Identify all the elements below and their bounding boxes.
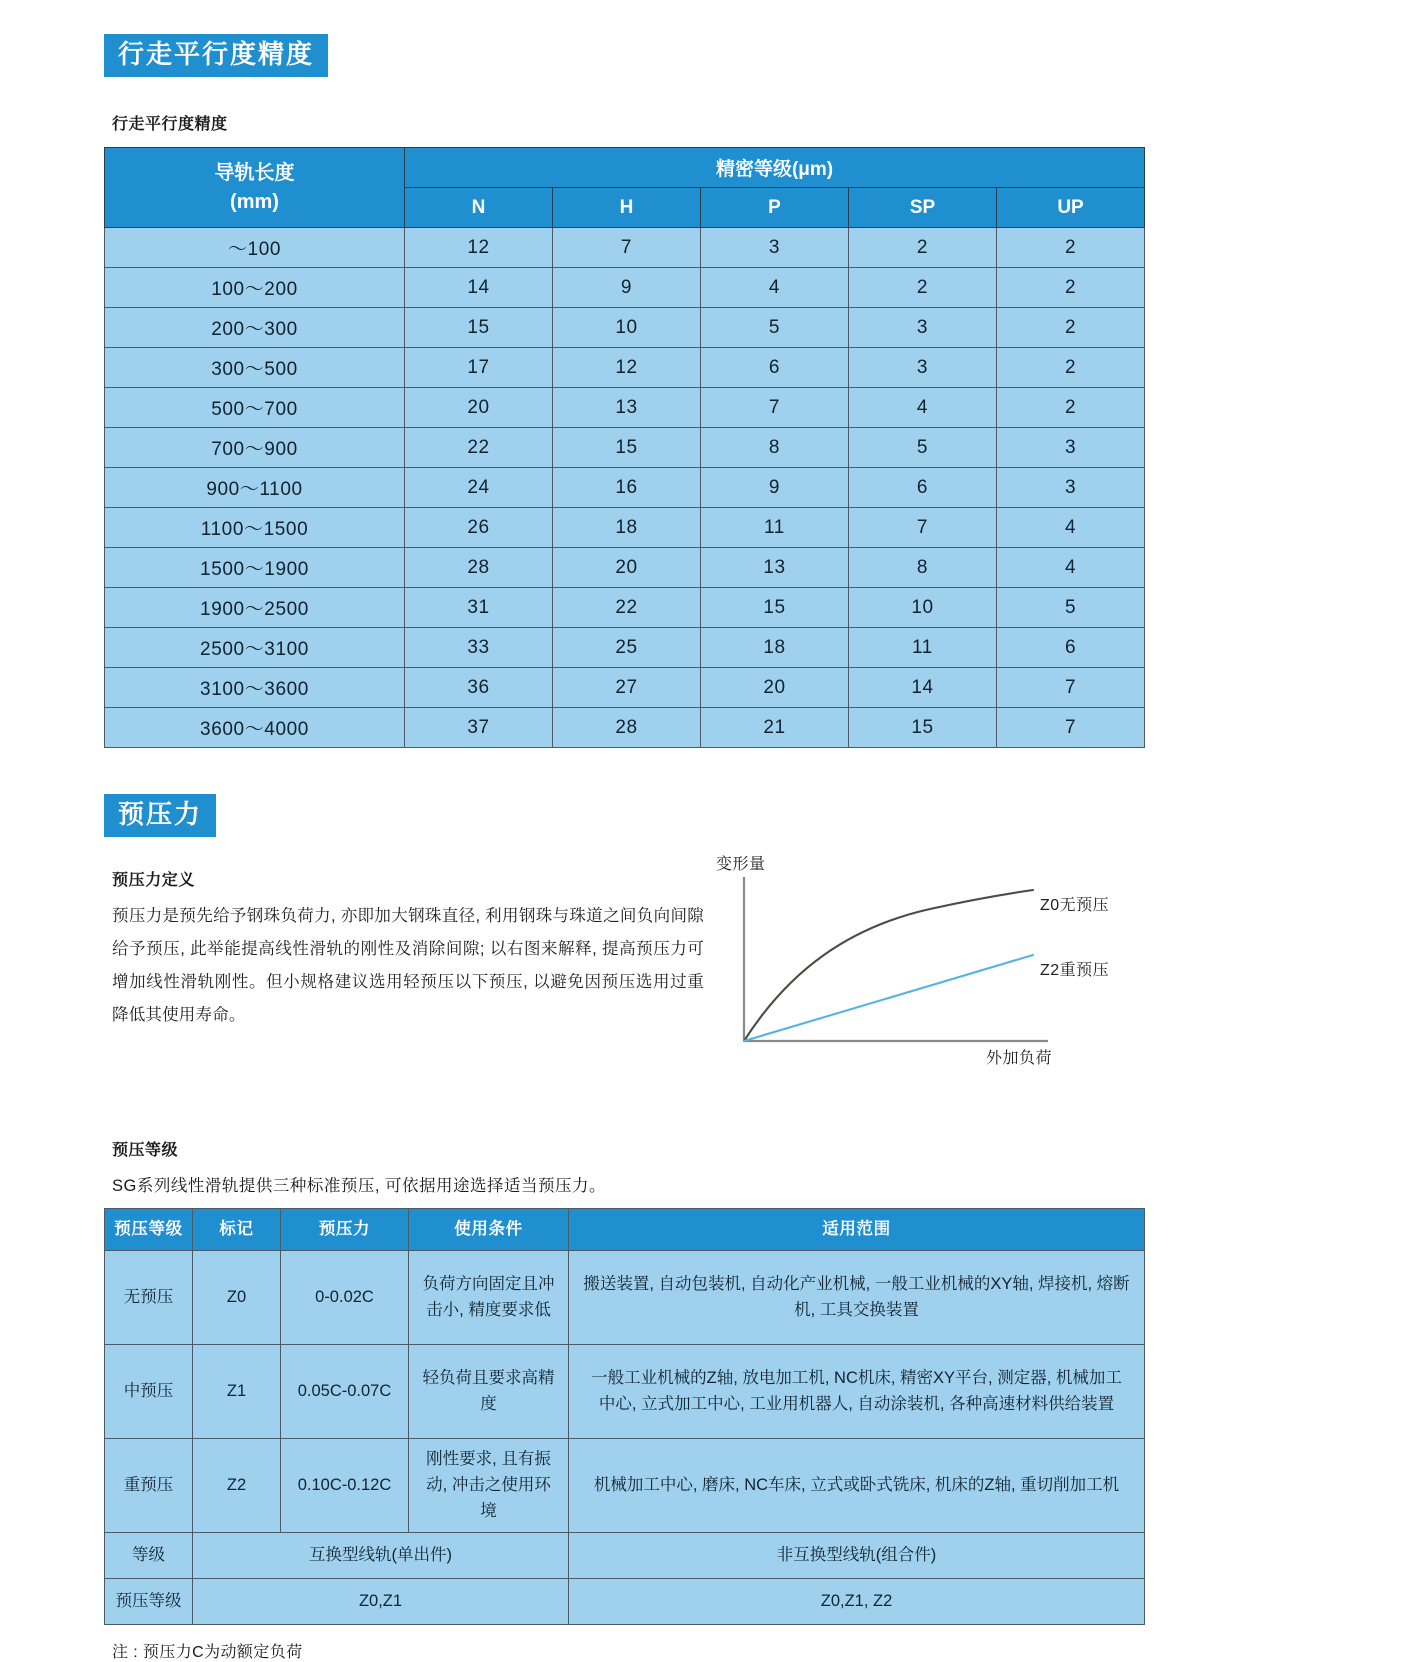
table-row <box>105 428 1145 468</box>
cell-grade-n: 17 <box>405 348 553 388</box>
cell-grade-n: 22 <box>405 428 553 468</box>
cell-grade-h: 25 <box>553 628 701 668</box>
cell-grade-p: 6 <box>701 348 849 388</box>
cell-grade-h: 28 <box>553 708 701 748</box>
cell-grade-sp: 14 <box>849 668 997 708</box>
header-precision-grade-group: 精密等级(μm) <box>405 148 1145 188</box>
cell-grade-sp: 4 <box>849 388 997 428</box>
cell-application-scope: 机械加工中心, 磨床, NC车床, 立式或卧式铣床, 机床的Z轴, 重切削加工机 <box>569 1439 1145 1533</box>
cell-grade-sp: 8 <box>849 548 997 588</box>
cell-grade-up: 4 <box>997 548 1145 588</box>
chart-series-z2-line <box>744 955 1033 1041</box>
cell-grade-sp: 3 <box>849 348 997 388</box>
cell-grade-p: 4 <box>701 268 849 308</box>
cell-mark: Z0 <box>193 1251 281 1345</box>
cell-rail-length: 1900～2500 <box>105 588 405 628</box>
cell-grade-sp: 7 <box>849 508 997 548</box>
cell-grade-up: 7 <box>997 708 1145 748</box>
cell-rail-length: 200～300 <box>105 308 405 348</box>
cell-use-condition: 刚性要求, 且有振动, 冲击之使用环境 <box>409 1439 569 1533</box>
cell-grade-h: 15 <box>553 428 701 468</box>
section-badge-accuracy: 行走平行度精度 <box>104 34 328 77</box>
cell-grade-p: 13 <box>701 548 849 588</box>
cell-tail-interchangeable: 互换型线轨(单出件) <box>193 1533 569 1579</box>
cell-preload-grade: 重预压 <box>105 1439 193 1533</box>
cell-grade-up: 2 <box>997 308 1145 348</box>
cell-grade-h: 12 <box>553 348 701 388</box>
cell-preload-grade: 无预压 <box>105 1251 193 1345</box>
cell-grade-up: 7 <box>997 668 1145 708</box>
cell-preload-force: 0.10C-0.12C <box>281 1439 409 1533</box>
cell-grade-n: 15 <box>405 308 553 348</box>
cell-mark: Z1 <box>193 1345 281 1439</box>
cell-grade-n: 31 <box>405 588 553 628</box>
cell-tail-label: 预压等级 <box>105 1579 193 1625</box>
cell-grade-up: 4 <box>997 508 1145 548</box>
cell-grade-sp: 2 <box>849 268 997 308</box>
header-application-scope: 适用范围 <box>569 1209 1145 1251</box>
header-grade-up: UP <box>997 188 1145 228</box>
cell-grade-up: 2 <box>997 268 1145 308</box>
accuracy-table-subtitle: 行走平行度精度 <box>112 116 228 134</box>
header-grade-p: P <box>701 188 849 228</box>
preload-deformation-chart <box>700 849 1170 1079</box>
chart-legend-z2: Z2重预压 <box>1040 962 1110 980</box>
chart-legend-z0: Z0无预压 <box>1040 897 1110 915</box>
preload-definition-title: 预压力定义 <box>112 872 196 890</box>
preload-grade-title: 预压等级 <box>112 1142 179 1160</box>
header-rail-length-unit: (mm) <box>230 190 279 213</box>
cell-grade-p: 9 <box>701 468 849 508</box>
cell-grade-up: 3 <box>997 428 1145 468</box>
cell-grade-n: 24 <box>405 468 553 508</box>
cell-grade-up: 3 <box>997 468 1145 508</box>
cell-grade-h: 7 <box>553 228 701 268</box>
cell-grade-n: 37 <box>405 708 553 748</box>
cell-grade-sp: 10 <box>849 588 997 628</box>
chart-series-z0-curve <box>744 890 1033 1041</box>
cell-rail-length: 3600～4000 <box>105 708 405 748</box>
cell-grade-sp: 5 <box>849 428 997 468</box>
cell-grade-p: 15 <box>701 588 849 628</box>
table-row <box>105 668 1145 708</box>
cell-grade-h: 20 <box>553 548 701 588</box>
preload-definition-paragraph: 预压力是预先给予钢珠负荷力, 亦即加大钢珠直径, 利用钢珠与珠道之间负向间隙给予预压, 此举能提高线性滑轨的刚性及消除间隙; 以右图来解释, 提高预压力可增加线性滑轨刚性。但小规格建议选用轻预压以下预压, 以避免因预压选用过重降低其使用寿命。 <box>112 907 704 1025</box>
table-row <box>105 548 1145 588</box>
preload-grade-table-head <box>105 1209 1145 1251</box>
preload-grade-intro: SG系列线性滑轨提供三种标准预压, 可依据用途选择适当预压力。 <box>112 1177 607 1196</box>
header-grade-n: N <box>405 188 553 228</box>
table-row <box>105 708 1145 748</box>
cell-rail-length: 1500～1900 <box>105 548 405 588</box>
cell-rail-length: 1100～1500 <box>105 508 405 548</box>
cell-grade-h: 16 <box>553 468 701 508</box>
cell-grade-up: 6 <box>997 628 1145 668</box>
cell-grade-up: 2 <box>997 348 1145 388</box>
cell-mark: Z2 <box>193 1439 281 1533</box>
table-row <box>105 468 1145 508</box>
table-row <box>105 228 1145 268</box>
cell-grade-n: 33 <box>405 628 553 668</box>
cell-grade-h: 13 <box>553 388 701 428</box>
preload-grade-table <box>104 1208 1145 1625</box>
section-badge-wrap-preload <box>0 794 1424 837</box>
cell-grade-sp: 3 <box>849 308 997 348</box>
table-row <box>105 1345 1145 1439</box>
table-row <box>105 1533 1145 1579</box>
preload-grade-header-row <box>105 1209 1145 1251</box>
header-rail-length <box>105 148 405 228</box>
cell-rail-length: 100～200 <box>105 268 405 308</box>
cell-rail-length: 700～900 <box>105 428 405 468</box>
cell-tail-non-interchangeable: 非互换型线轨(组合件) <box>569 1533 1145 1579</box>
header-grade-sp: SP <box>849 188 997 228</box>
cell-rail-length: 2500～3100 <box>105 628 405 668</box>
cell-grade-h: 10 <box>553 308 701 348</box>
cell-grade-n: 12 <box>405 228 553 268</box>
chart-ylabel: 变形量 <box>716 856 766 874</box>
preload-footnote: 注 : 预压力C为动额定负荷 <box>112 1644 303 1662</box>
header-mark: 标记 <box>193 1209 281 1251</box>
table-row <box>105 268 1145 308</box>
cell-grade-sp: 6 <box>849 468 997 508</box>
cell-grade-n: 28 <box>405 548 553 588</box>
accuracy-table-head <box>105 148 1145 228</box>
header-preload-force: 预压力 <box>281 1209 409 1251</box>
cell-use-condition: 负荷方向固定且冲击小, 精度要求低 <box>409 1251 569 1345</box>
table-row <box>105 348 1145 388</box>
section-badge-wrap-accuracy <box>0 34 1424 77</box>
header-use-condition: 使用条件 <box>409 1209 569 1251</box>
cell-application-scope: 一般工业机械的Z轴, 放电加工机, NC机床, 精密XY平台, 测定器, 机械加工中心, 立式加工中心, 工业用机器人, 自动涂装机, 各种高速材料供给装置 <box>569 1345 1145 1439</box>
cell-rail-length: ～100 <box>105 228 405 268</box>
table-row <box>105 388 1145 428</box>
cell-grade-sp: 11 <box>849 628 997 668</box>
table-row <box>105 508 1145 548</box>
cell-preload-force: 0.05C-0.07C <box>281 1345 409 1439</box>
cell-grade-h: 27 <box>553 668 701 708</box>
accuracy-table-body <box>105 228 1145 748</box>
cell-preload-force: 0-0.02C <box>281 1251 409 1345</box>
cell-application-scope: 搬送装置, 自动包装机, 自动化产业机械, 一般工业机械的XY轴, 焊接机, 熔断机, 工具交换装置 <box>569 1251 1145 1345</box>
table-row <box>105 1439 1145 1533</box>
cell-grade-sp: 15 <box>849 708 997 748</box>
cell-grade-h: 9 <box>553 268 701 308</box>
table-row <box>105 1251 1145 1345</box>
preload-definition-block <box>0 856 1424 1068</box>
table-row <box>105 1579 1145 1625</box>
cell-use-condition: 轻负荷且要求高精度 <box>409 1345 569 1439</box>
cell-tail-interchangeable: Z0,Z1 <box>193 1579 569 1625</box>
header-rail-length-text: 导轨长度 <box>214 161 295 184</box>
cell-rail-length: 500～700 <box>105 388 405 428</box>
chart-xlabel: 外加负荷 <box>986 1050 1053 1068</box>
cell-grade-n: 36 <box>405 668 553 708</box>
cell-grade-p: 5 <box>701 308 849 348</box>
section-badge-preload: 预压力 <box>104 794 216 837</box>
cell-grade-p: 7 <box>701 388 849 428</box>
cell-grade-n: 14 <box>405 268 553 308</box>
cell-grade-sp: 2 <box>849 228 997 268</box>
cell-grade-p: 8 <box>701 428 849 468</box>
cell-grade-up: 2 <box>997 228 1145 268</box>
table-row <box>105 588 1145 628</box>
cell-tail-label: 等级 <box>105 1533 193 1579</box>
cell-grade-p: 3 <box>701 228 849 268</box>
table-row <box>105 308 1145 348</box>
cell-preload-grade: 中预压 <box>105 1345 193 1439</box>
walking-parallelism-accuracy-table <box>104 147 1145 748</box>
cell-grade-n: 26 <box>405 508 553 548</box>
cell-rail-length: 900～1100 <box>105 468 405 508</box>
accuracy-header-row-1 <box>105 148 1145 188</box>
table-row <box>105 628 1145 668</box>
header-preload-grade: 预压等级 <box>105 1209 193 1251</box>
cell-grade-n: 20 <box>405 388 553 428</box>
cell-grade-p: 11 <box>701 508 849 548</box>
cell-grade-up: 5 <box>997 588 1145 628</box>
cell-grade-p: 21 <box>701 708 849 748</box>
cell-grade-p: 18 <box>701 628 849 668</box>
cell-grade-h: 18 <box>553 508 701 548</box>
cell-tail-non-interchangeable: Z0,Z1, Z2 <box>569 1579 1145 1625</box>
cell-rail-length: 3100～3600 <box>105 668 405 708</box>
cell-grade-up: 2 <box>997 388 1145 428</box>
header-grade-h: H <box>553 188 701 228</box>
preload-grade-table-body <box>105 1251 1145 1625</box>
cell-rail-length: 300～500 <box>105 348 405 388</box>
cell-grade-p: 20 <box>701 668 849 708</box>
cell-grade-h: 22 <box>553 588 701 628</box>
